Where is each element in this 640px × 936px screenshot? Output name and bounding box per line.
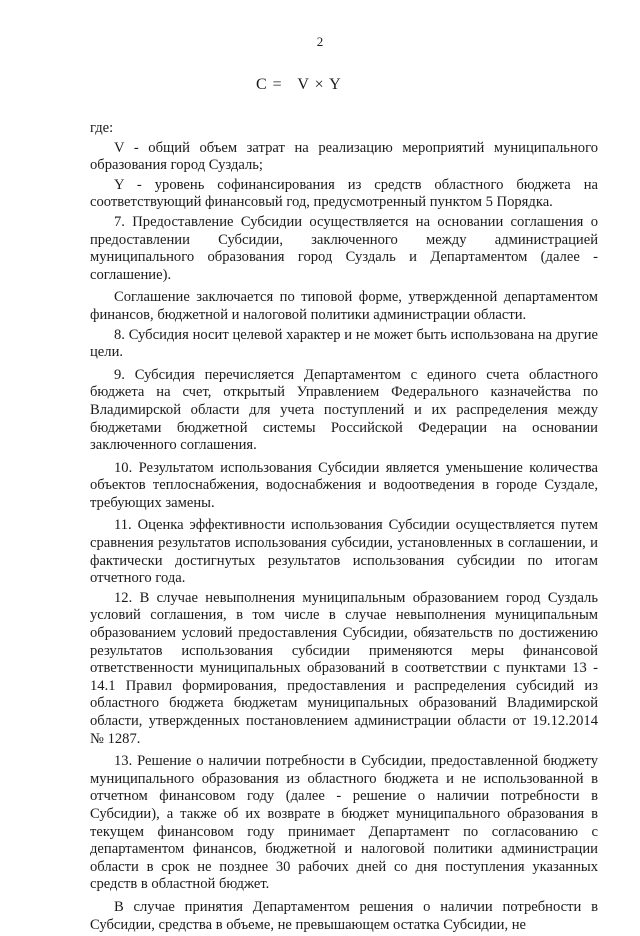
paragraph-where: где: [90, 120, 114, 136]
paragraph-10: 10. Результатом использования Субсидии является уменьшение количества объектов теплоснабжения, водоснабжения и водоотведения в городе Суздале, требующих замены. [90, 459, 598, 511]
paragraph-12: 12. В случае невыполнения муниципальным образованием город Суздаль условий соглашения, в том числе в случае невыполнения муниципальным образованием условий предоставления Субсидии, обязательств по достижению результатов использования субсидии применяются меры финансовой ответственности муниципальных образований в соответствии с пунктами 13 - 14.1 Правил формирования, предоставления и распределения субсидий из областного бюджета бюджетам муниципальных образований Владимирской области, утвержденных постановлением администрации области от 19.12.2014 № 1287. [90, 589, 598, 747]
paragraph-13-continued: В случае принятия Департаментом решения о наличии потребности в Субсидии, средства в объеме, не превышающем остатка Субсидии, не [90, 898, 598, 933]
paragraph-7-agreement: Соглашение заключается по типовой форме, утвержденной департаментом финансов, бюджетной и налоговой политики администрации области. [90, 289, 598, 323]
paragraph-13: 13. Решение о наличии потребности в Субсидии, предоставленной бюджету муниципального образования из областного бюджета и не использованной в отчетном финансовом году (далее - решение о наличии потребности в Субсидии), а также об их возврате в бюджет муниципального образования в текущем финансовом году принимает Департамент по согласованию с департаментом финансов, бюджетной и налоговой политики администрации области в срок не позднее 30 рабочих дней со дня поступления указанных средств в областной бюджет. [90, 753, 598, 893]
paragraph-9: 9. Субсидия перечисляется Департаментом с единого счета областного бюджета на счет, открытый Управлением Федерального казначейства по Владимирской области для учета поступлений и их распределения между бюджетами бюджетной системы Российской Федерации на основании заключенного соглашения. [90, 366, 598, 454]
paragraph-y-definition: Y - уровень софинансирования из средств областного бюджета на соответствующий финансовый год, предусмотренный пунктом 5 Порядка. [90, 176, 598, 211]
paragraph-11: 11. Оценка эффективности использования Субсидии осуществляется путем сравнения результатов использования субсидии, установленных в соглашении, и фактически достигнутых результатов использования субсидии по итогам отчетного года. [90, 517, 598, 587]
page-number: 2 [316, 34, 324, 49]
formula: C = V × Y [256, 76, 342, 93]
paragraph-v-definition: V - общий объем затрат на реализацию мероприятий муниципального образования город Суздаль; [90, 139, 598, 174]
paragraph-8: 8. Субсидия носит целевой характер и не может быть использована на другие цели. [90, 326, 598, 361]
document-body [90, 120, 598, 936]
paragraph-7: 7. Предоставление Субсидии осуществляется на основании соглашения о предоставлении Субсидии, заключенного между администрацией муниципального образования город Суздаль и Департаментом (далее - соглашение). [90, 213, 598, 283]
